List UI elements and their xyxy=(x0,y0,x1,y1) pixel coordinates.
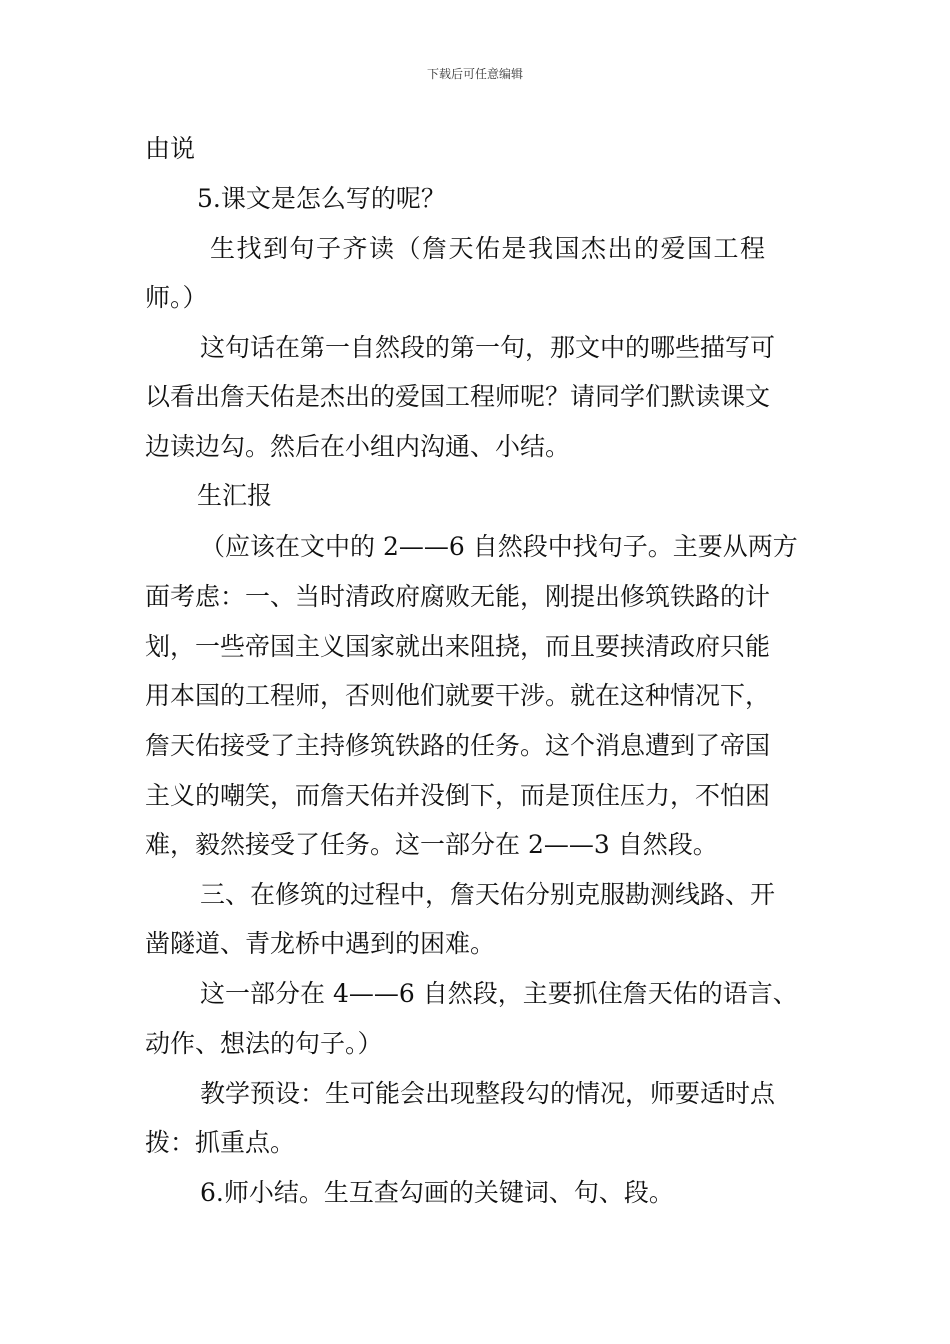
text-line: 凿隧道、青龙桥中遇到的困难。 xyxy=(145,929,496,958)
text-line: 难，毅然接受了任务。这一部分在 2——3 自然段。 xyxy=(145,830,718,859)
text-line: 三、在修筑的过程中，詹天佑分别克服勘测线路、开 xyxy=(200,880,776,909)
text-line: 这句话在第一自然段的第一句，那文中的哪些描写可 xyxy=(200,333,776,362)
text-line: 詹天佑接受了主持修筑铁路的任务。这个消息遭到了帝国 xyxy=(145,731,771,760)
text-line: 由说 xyxy=(145,134,196,163)
page-header: 下载后可任意编辑 xyxy=(426,67,523,81)
text-line: （应该在文中的 2——6 自然段中找句子。主要从两方 xyxy=(200,532,798,561)
text-line: 用本国的工程师，否则他们就要干涉。就在这种情况下， xyxy=(145,681,771,710)
text-line: 面考虑：一、当时清政府腐败无能，刚提出修筑铁路的计 xyxy=(145,582,771,611)
text-line: 这一部分在 4——6 自然段，主要抓住詹天佑的语言、 xyxy=(200,979,798,1008)
text-line: 生汇报 xyxy=(197,481,273,510)
text-line: 5.课文是怎么写的呢？ xyxy=(197,184,446,213)
text-line: 生找到句子齐读（詹天佑是我国杰出的爱国工程 xyxy=(210,234,767,263)
text-line: 拨：抓重点。 xyxy=(145,1128,296,1157)
text-line: 师。） xyxy=(145,283,208,312)
text-line: 教学预设：生可能会出现整段勾的情况，师要适时点 xyxy=(200,1079,776,1108)
text-line: 划，一些帝国主义国家就出来阻挠，而且要挟清政府只能 xyxy=(145,632,771,661)
text-line: 边读边勾。然后在小组内沟通、小结。 xyxy=(145,432,571,461)
text-line: 以看出詹天佑是杰出的爱国工程师呢？请同学们默读课文 xyxy=(145,382,771,411)
text-line: 动作、想法的句子。） xyxy=(145,1029,383,1058)
text-line: 主义的嘲笑，而詹天佑并没倒下，而是顶住压力，不怕困 xyxy=(145,781,771,810)
text-line: 6.师小结。生互查勾画的关键词、句、段。 xyxy=(200,1178,674,1207)
